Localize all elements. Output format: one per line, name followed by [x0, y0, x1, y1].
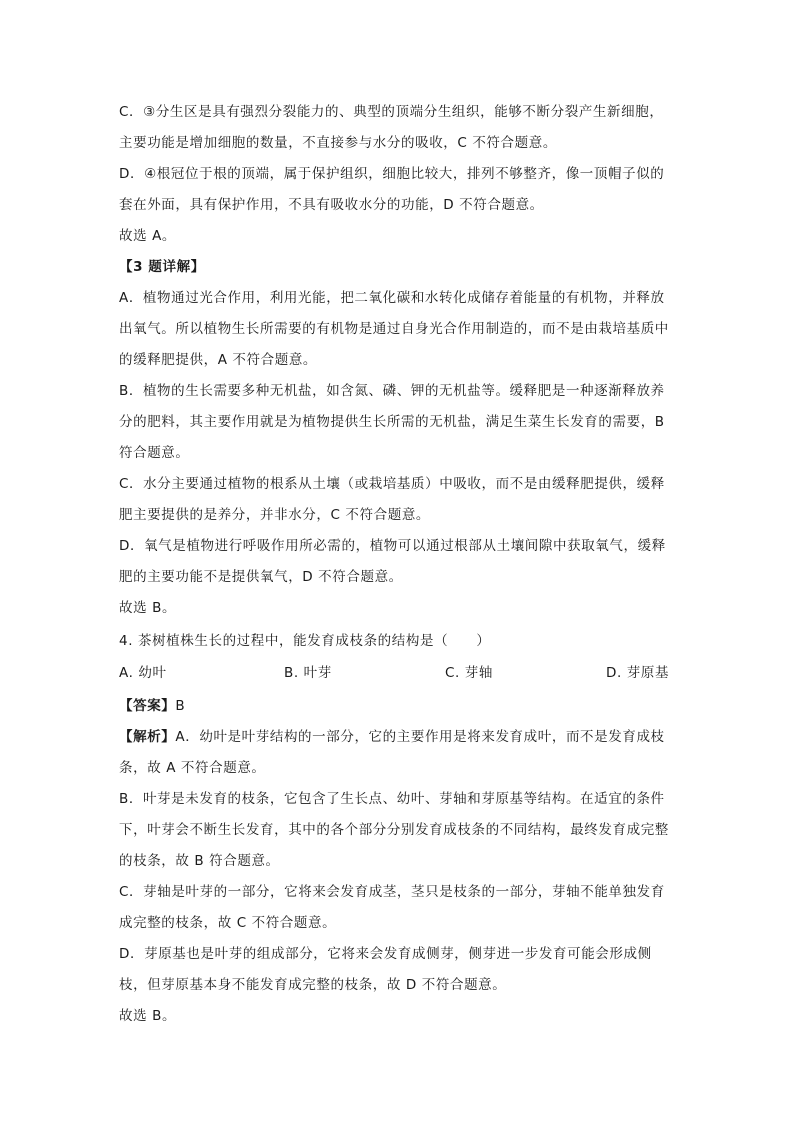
text-line: 下，叶芽会不断生长发育，其中的各个部分分别发育成枝条的不同结构，最终发育成完整 [119, 822, 669, 838]
text-line: 的缓释肥提供，A 不符合题意。 [119, 352, 318, 368]
text-line: B．植物的生长需要多种无机盐，如含氮、磷、钾的无机盐等。缓释肥是一种逐渐释放养 [119, 383, 665, 399]
text-line: C．芽轴是叶芽的一部分，它将来会发育成茎，茎只是枝条的一部分，芽轴不能单独发育 [119, 884, 665, 900]
text-line: A．植物通过光合作用，利用光能，把二氧化碳和水转化成储存着能量的有机物，并释放 [119, 290, 665, 306]
section-heading: 【3 题详解】 [119, 259, 205, 275]
text-line: 的枝条，故 B 符合题意。 [119, 853, 280, 869]
text-line: B．叶芽是未发育的枝条，它包含了生长点、幼叶、芽轴和芽原基等结构。在适宜的条件 [119, 791, 665, 807]
answer-value: B [175, 698, 186, 714]
text-line: 故选 A。 [119, 228, 177, 244]
analysis-text: A．幼叶是叶芽结构的一部分，它的主要作用是将来发育成叶，而不是发育成枝 [175, 729, 665, 745]
text-line: 肥主要提供的是养分，并非水分，C 不符合题意。 [119, 507, 431, 523]
text-line: 肥的主要功能不是提供氧气，D 不符合题意。 [119, 569, 403, 585]
text-line: 分的肥料，其主要作用就是为植物提供生长所需的无机盐，满足生菜生长发育的需要，B [119, 414, 665, 430]
answer-label: 【答案】 [119, 698, 176, 714]
question-stem: 4. 茶树植株生长的过程中，能发育成枝条的结构是（ ） [119, 633, 491, 649]
text-line: 符合题意。 [119, 445, 190, 461]
text-line: 条，故 A 不符合题意。 [119, 760, 266, 776]
text-line: 故选 B。 [119, 600, 177, 616]
analysis-line [119, 728, 665, 746]
text-line: D．④根冠位于根的顶端，属于保护组织，细胞比较大，排列不够整齐，像一顶帽子似的 [119, 166, 665, 182]
text-line: 枝，但芽原基本身不能发育成完整的枝条，故 D 不符合题意。 [119, 977, 507, 993]
option-d: D. 芽原基 [606, 665, 670, 681]
option-c: C. 芽轴 [445, 665, 494, 681]
text-line: D．氧气是植物进行呼吸作用所必需的，植物可以通过根部从土壤间隙中获取氧气，缓释 [119, 538, 666, 554]
text-line: 出氧气。所以植物生长所需要的有机物是通过自身光合作用制造的，而不是由栽培基质中 [119, 321, 669, 337]
option-b: B. 叶芽 [284, 665, 332, 681]
analysis-label: 【解析】 [119, 729, 176, 745]
text-line: 套在外面，具有保护作用，不具有吸收水分的功能，D 不符合题意。 [119, 197, 544, 213]
text-line: 主要功能是增加细胞的数量，不直接参与水分的吸收，C 不符合题意。 [119, 135, 557, 151]
text-line: D．芽原基也是叶芽的组成部分，它将来会发育成侧芽，侧芽进一步发育可能会形成侧 [119, 946, 652, 962]
text-line: 成完整的枝条，故 C 不符合题意。 [119, 915, 337, 931]
text-line: 故选 B。 [119, 1008, 177, 1024]
text-line: C．③分生区是具有强烈分裂能力的、典型的顶端分生组织，能够不断分裂产生新细胞， [119, 104, 664, 120]
answer-line [119, 697, 185, 715]
option-a: A. 幼叶 [119, 665, 167, 681]
text-line: C．水分主要通过植物的根系从土壤（或栽培基质）中吸收，而不是由缓释肥提供，缓释 [119, 476, 665, 492]
